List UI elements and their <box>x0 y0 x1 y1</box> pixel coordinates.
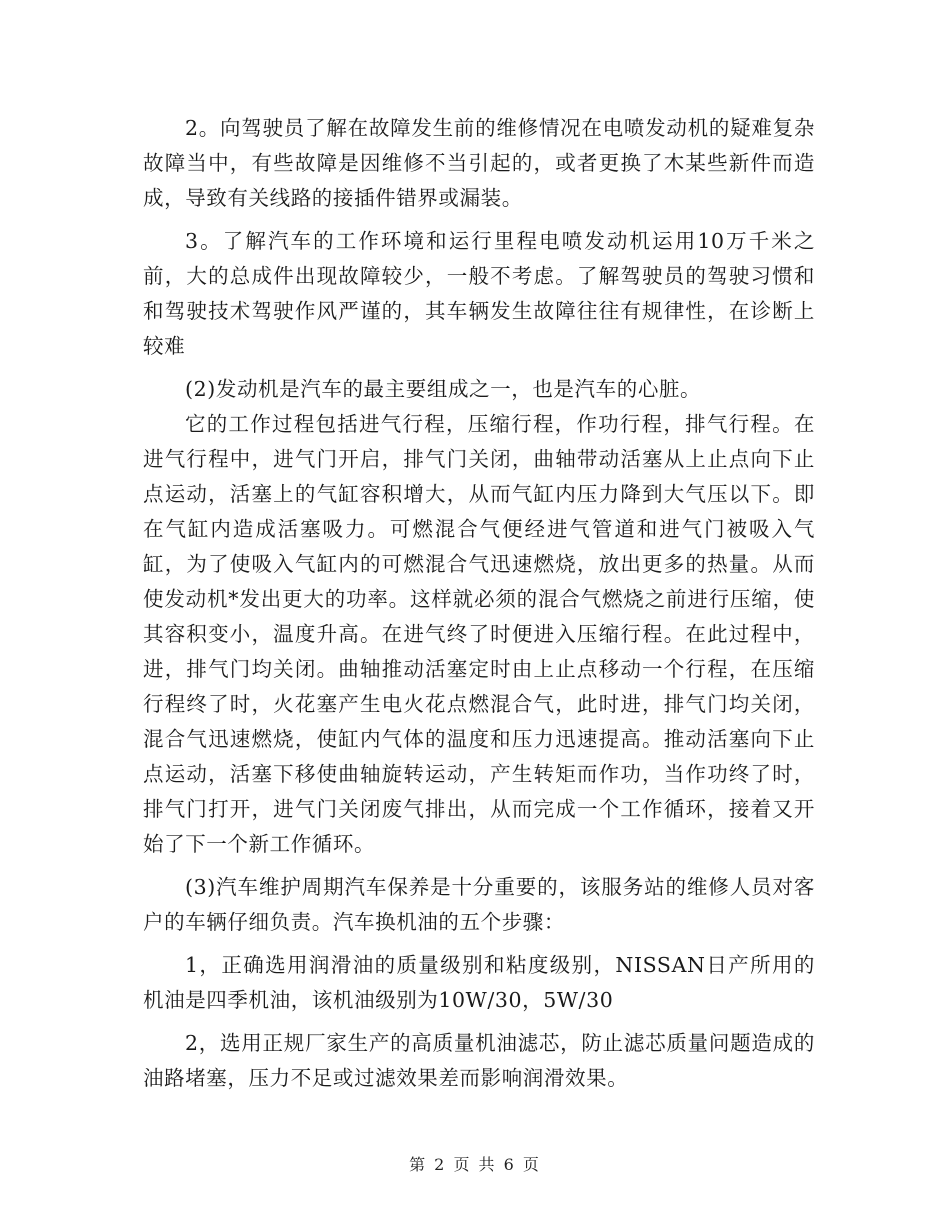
paragraph-engine-cycle: 它的工作过程包括进气行程，压缩行程，作功行程，排气行程。在进气行程中，进气门开启，排气门关闭，曲轴带动活塞从上止点向下止点运动，活塞上的气缸容积增大，从而气缸内压力降到大气压以下。即在气缸内造成活塞吸力。可燃混合气便经进气管道和进气门被吸入气缸，为了使吸入气缸内的可燃混合气迅速燃烧，放出更多的热量。从而使发动机*发出更大的功率。这样就必须的混合气燃烧之前进行压缩，使其容积变小，温度升高。在进气终了时便进入压缩行程。在此过程中，进，排气门均关闭。曲轴推动活塞定时由上止点移动一个行程，在压缩行程终了时，火花塞产生电火花点燃混合气，此时进，排气门均关闭，混合气迅速燃烧，使缸内气体的温度和压力迅速提高。推动活塞向下止点运动，活塞下移使曲轴旋转运动，产生转矩而作功，当作功终了时，排气门打开，进气门关闭废气排出，从而完成一个工作循环，接着又开始了下一个新工作循环。 <box>143 412 815 856</box>
paragraph-section-2: (2)发动机是汽车的最主要组成之一，也是汽车的心脏。 <box>185 377 702 401</box>
paragraph-section-3: (3)汽车维护周期汽车保养是十分重要的，该服务站的维修人员对客户的车辆仔细负责。汽车换机油的五个步骤： <box>143 875 815 934</box>
paragraph-oil-step-1: 1，正确选用润滑油的质量级别和粘度级别，NISSAN日产所用的机油是四季机油，该机油级别为10W/30，5W/30 <box>143 953 815 1012</box>
paragraph-step-3: 3。了解汽车的工作环境和运行里程电喷发动机运用10万千米之前，大的总成件出现故障较少，一般不考虑。了解驾驶员的驾驶习惯和和驾驶技术驾驶作风严谨的，其车辆发生故障往往有规律性，在诊断上较难 <box>143 229 815 358</box>
paragraph-oil-step-2: 2，选用正规厂家生产的高质量机油滤芯，防止滤芯质量问题造成的油路堵塞，压力不足或过滤效果差而影响润滑效果。 <box>143 1031 815 1090</box>
document-body <box>143 111 815 1104</box>
page-number-footer: 第 2 页 共 6 页 <box>409 1155 541 1174</box>
paragraph-step-2: 2。向驾驶员了解在故障发生前的维修情况在电喷发动机的疑难复杂故障当中，有些故障是因维修不当引起的，或者更换了木某些新件而造成，导致有关线路的接插件错界或漏装。 <box>143 116 815 210</box>
